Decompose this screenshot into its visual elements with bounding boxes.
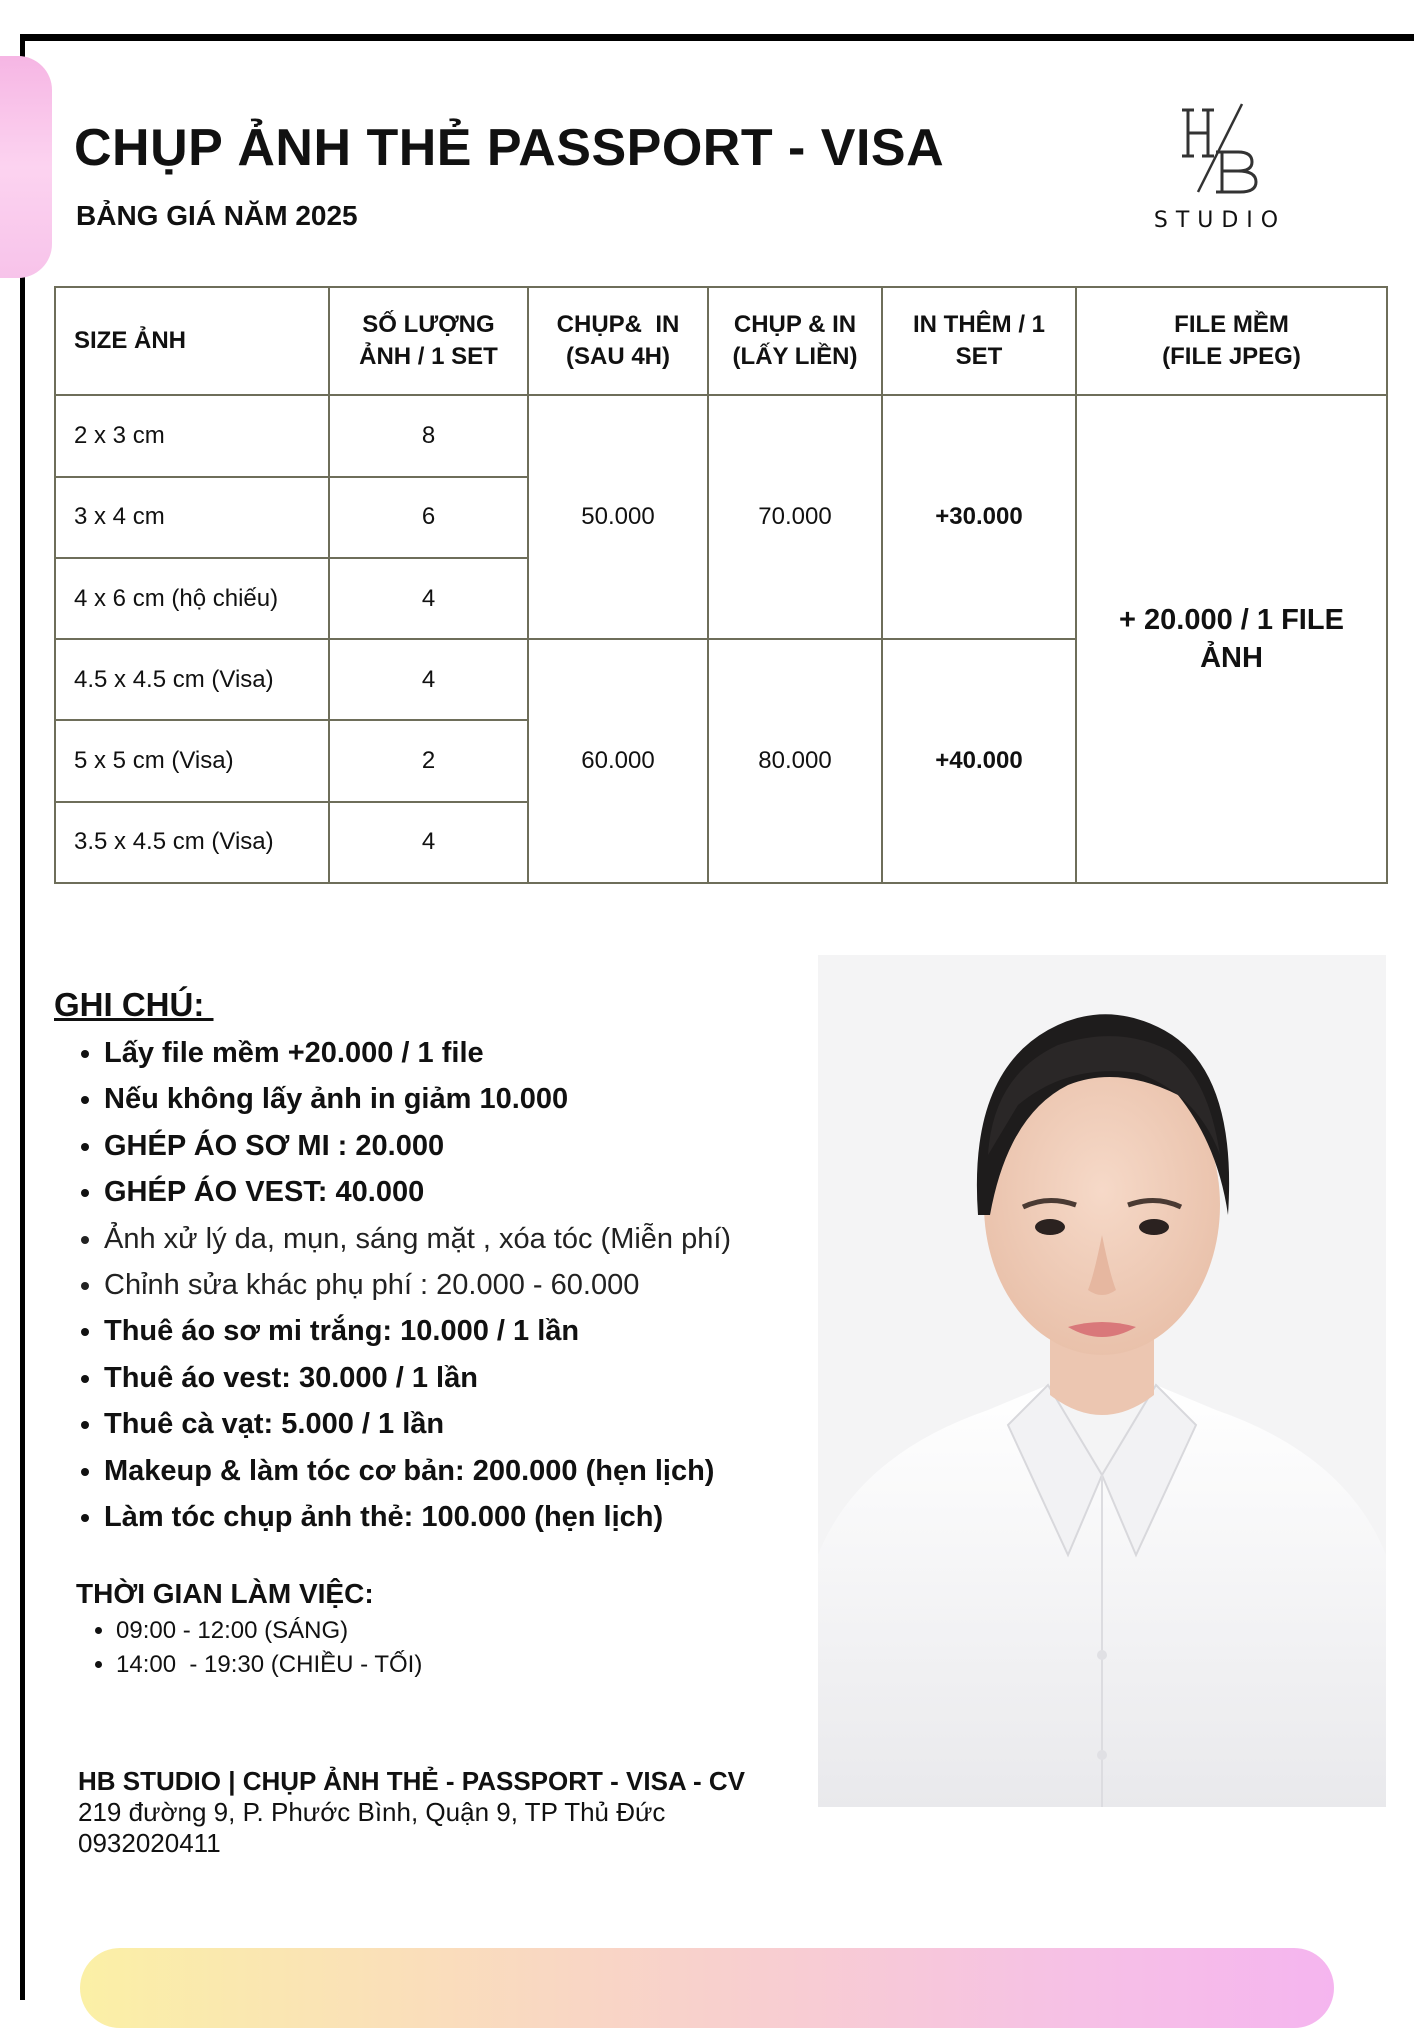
list-item: • Làm tóc chụp ảnh thẻ: 100.000 (hẹn lịch) <box>104 1494 864 1540</box>
price-table <box>54 286 1388 884</box>
list-item: • Lấy file mềm +20.000 / 1 file <box>104 1030 864 1076</box>
quantity-cell: 4 <box>329 558 528 639</box>
pink-accent-tab <box>0 56 52 278</box>
list-item: • Thuê áo sơ mi trắng: 10.000 / 1 lần <box>104 1308 864 1354</box>
page-title: CHỤP ẢNH THẺ PASSPORT - VISA <box>74 119 945 177</box>
header-soft-file: FILE MỀM (FILE JPEG) <box>1076 287 1387 395</box>
size-cell: 2 x 3 cm <box>55 395 329 476</box>
footer-studio-name: HB STUDIO | CHỤP ẢNH THẺ - PASSPORT - VISA - CV <box>78 1766 745 1796</box>
size-cell: 3 x 4 cm <box>55 477 329 558</box>
working-hours-heading: THỜI GIAN LÀM VIỆC: <box>76 1578 374 1609</box>
list-item: • GHÉP ÁO VEST: 40.000 <box>104 1169 864 1215</box>
size-cell: 4.5 x 4.5 cm (Visa) <box>55 639 329 720</box>
footer-address: 219 đường 9, P. Phước Bình, Quận 9, TP Thủ Đức <box>78 1797 666 1827</box>
list-item: • Thuê cà vạt: 5.000 / 1 lần <box>104 1401 864 1447</box>
quantity-cell: 2 <box>329 720 528 801</box>
list-item: • Makeup & làm tóc cơ bản: 200.000 (hẹn lịch) <box>104 1448 864 1494</box>
list-item: • 14:00 - 19:30 (CHIỀU - TỐI) <box>116 1648 422 1682</box>
list-item: • GHÉP ÁO SƠ MI : 20.000 <box>104 1123 864 1169</box>
footer-phone: 0932020411 <box>78 1828 221 1858</box>
table-row <box>55 395 1387 476</box>
logo-text: STUDIO <box>1153 208 1287 233</box>
left-border-line <box>20 34 25 2000</box>
price-instant-cell: 70.000 <box>708 395 882 639</box>
size-cell: 5 x 5 cm (Visa) <box>55 720 329 801</box>
notes-list <box>54 1030 864 1540</box>
quantity-cell: 4 <box>329 802 528 883</box>
quantity-cell: 4 <box>329 639 528 720</box>
price-print-4h-cell: 60.000 <box>528 639 708 883</box>
bottom-gradient-bar <box>80 1948 1334 2028</box>
header-quantity: SỐ LƯỢNG ẢNH / 1 SET <box>329 287 528 395</box>
list-item: • Ảnh xử lý da, mụn, sáng mặt , xóa tóc (Miễn phí) <box>104 1216 864 1262</box>
size-cell: 4 x 6 cm (hộ chiếu) <box>55 558 329 639</box>
list-item: • Nếu không lấy ảnh in giảm 10.000 <box>104 1076 864 1122</box>
header-print-after-4h: CHỤP& IN (SAU 4H) <box>528 287 708 395</box>
page-subtitle: BẢNG GIÁ NĂM 2025 <box>76 200 358 231</box>
notes-heading: GHI CHÚ: <box>54 986 214 1023</box>
list-item: • Chỉnh sửa khác phụ phí : 20.000 - 60.000 <box>104 1262 864 1308</box>
quantity-cell: 6 <box>329 477 528 558</box>
sample-portrait-photo <box>818 955 1386 1807</box>
list-item: • 09:00 - 12:00 (SÁNG) <box>116 1614 422 1648</box>
price-print-4h-cell: 50.000 <box>528 395 708 639</box>
price-extra-cell: +30.000 <box>882 395 1076 639</box>
header-print-instant: CHỤP & IN (LẤY LIỀN) <box>708 287 882 395</box>
price-instant-cell: 80.000 <box>708 639 882 883</box>
working-hours-list <box>76 1614 422 1682</box>
header-extra-print: IN THÊM / 1 SET <box>882 287 1076 395</box>
studio-logo <box>1140 100 1300 240</box>
top-border-line <box>22 34 1414 41</box>
size-cell: 3.5 x 4.5 cm (Visa) <box>55 802 329 883</box>
portrait-illustration <box>818 955 1386 1807</box>
price-extra-cell: +40.000 <box>882 639 1076 883</box>
table-header-row <box>55 287 1387 395</box>
quantity-cell: 8 <box>329 395 528 476</box>
hb-monogram-icon <box>1160 100 1280 200</box>
list-item: • Thuê áo vest: 30.000 / 1 lần <box>104 1355 864 1401</box>
header-size: SIZE ẢNH <box>55 287 329 395</box>
soft-file-price-cell: + 20.000 / 1 FILE ẢNH <box>1076 395 1387 883</box>
